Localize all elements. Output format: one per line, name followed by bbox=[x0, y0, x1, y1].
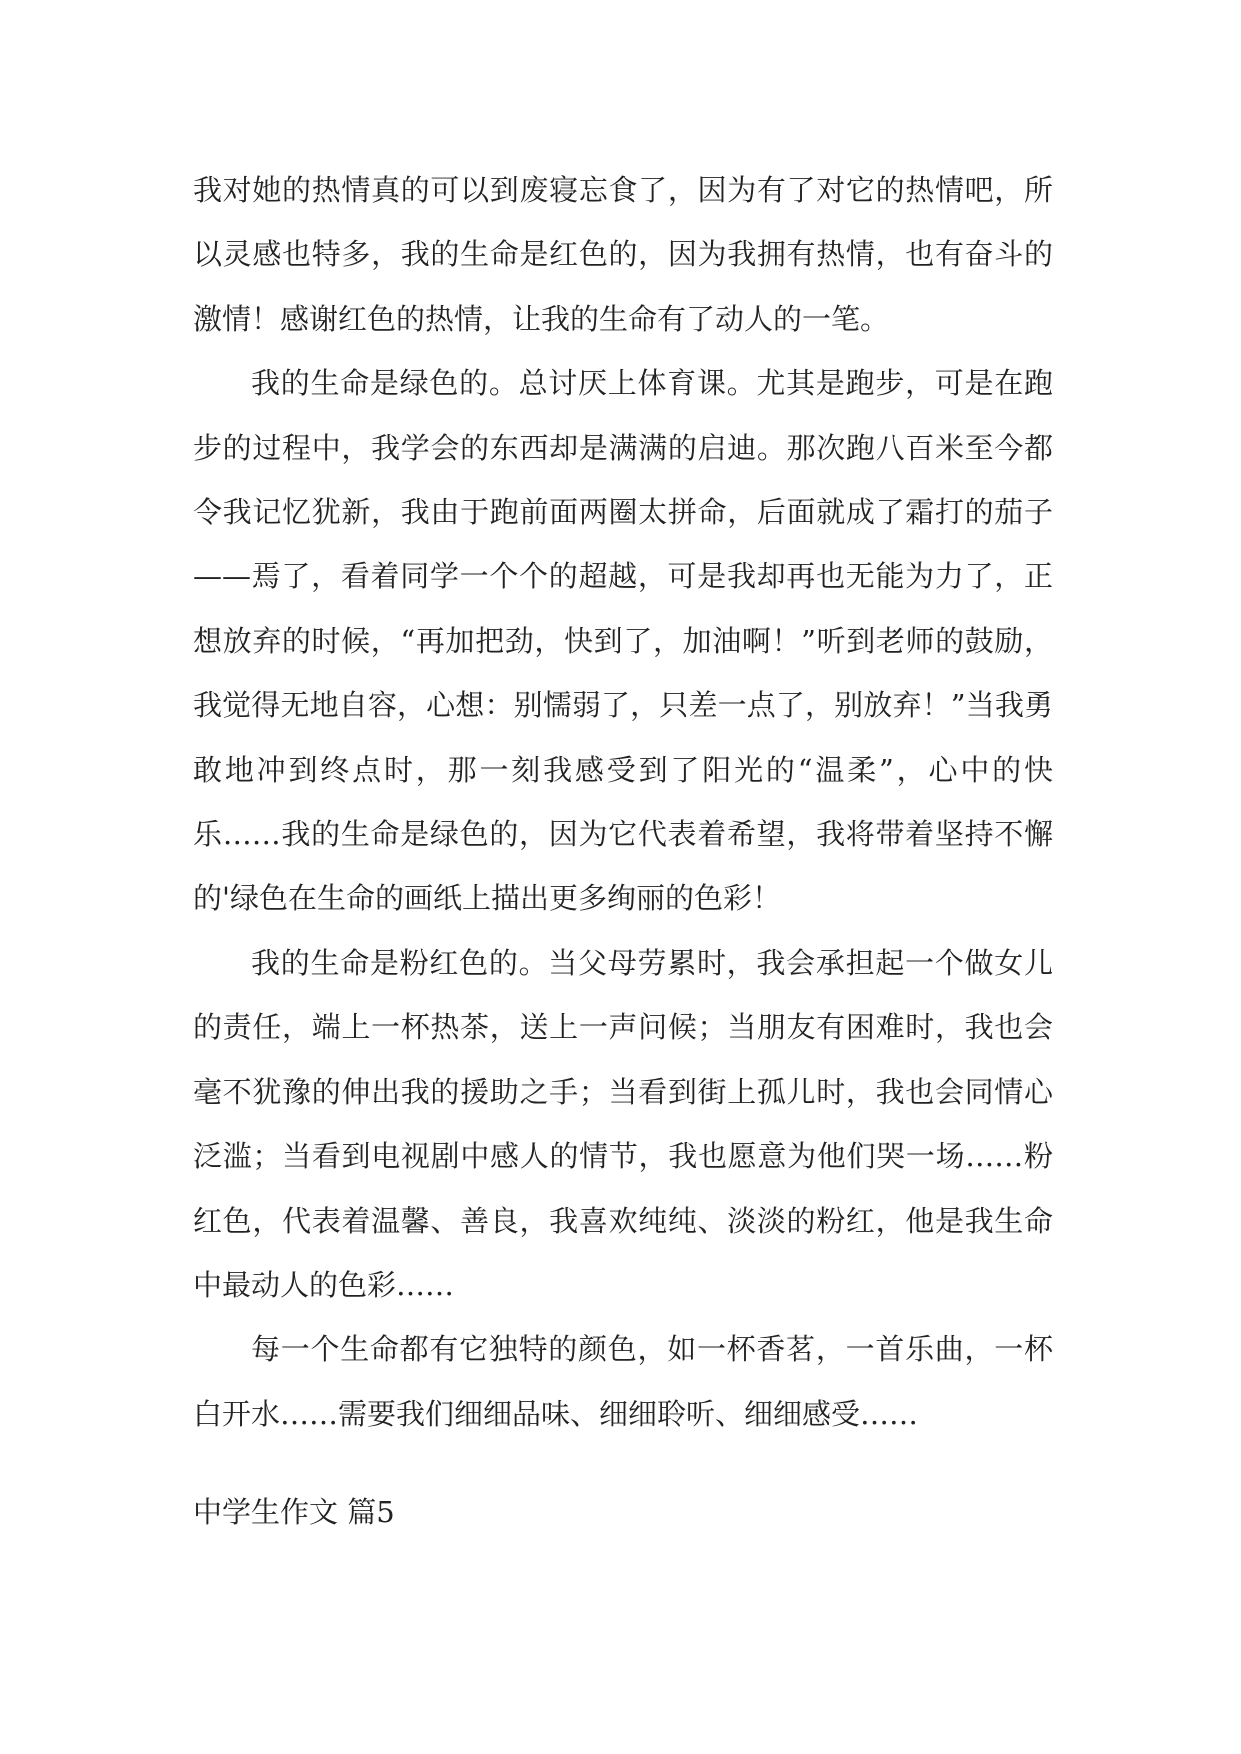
paragraph-green: 我的生命是绿色的。总讨厌上体育课。尤其是跑步，可是在跑步的过程中，我学会的东西却是满满的启迪。那次跑八百米至今都令我记忆犹新，我由于跑前面两圈太拼命，后面就成了霜打的茄子——焉了，看着同学一个个的超越，可是我却再也无能为力了，正想放弃的时候，“再加把劲，快到了，加油啊！”听到老师的鼓励，我觉得无地自容，心想：别懦弱了，只差一点了，别放弃！”当我勇敢地冲到终点时，那一刻我感受到了阳光的“温柔”，心中的快乐……我的生命是绿色的，因为它代表着希望，我将带着坚持不懈的'绿色在生命的画纸上描出更多绚丽的色彩！ bbox=[193, 366, 1053, 916]
paragraph-conclusion: 每一个生命都有它独特的颜色，如一杯香茗，一首乐曲，一杯白开水……需要我们细细品味、细细聆听、细细感受…… bbox=[193, 1332, 1053, 1431]
section-heading: 中学生作文 篇5 bbox=[193, 1495, 395, 1529]
paragraph-pink: 我的生命是粉红色的。当父母劳累时，我会承担起一个做女儿的责任，端上一杯热茶，送上一声问候；当朋友有困难时，我也会毫不犹豫的伸出我的援助之手；当看到街上孤儿时，我也会同情心泛滥；当看到电视剧中感人的情节，我也愿意为他们哭一场……粉红色，代表着温馨、善良，我喜欢纯纯、淡淡的粉红，他是我生命中最动人的色彩…… bbox=[193, 945, 1053, 1302]
document-body bbox=[193, 158, 1053, 1446]
paragraph-red: 我对她的热情真的可以到废寝忘食了，因为有了对它的热情吧，所以灵感也特多，我的生命是红色的，因为我拥有热情，也有奋斗的激情！感谢红色的热情，让我的生命有了动人的一笔。 bbox=[193, 173, 1053, 336]
